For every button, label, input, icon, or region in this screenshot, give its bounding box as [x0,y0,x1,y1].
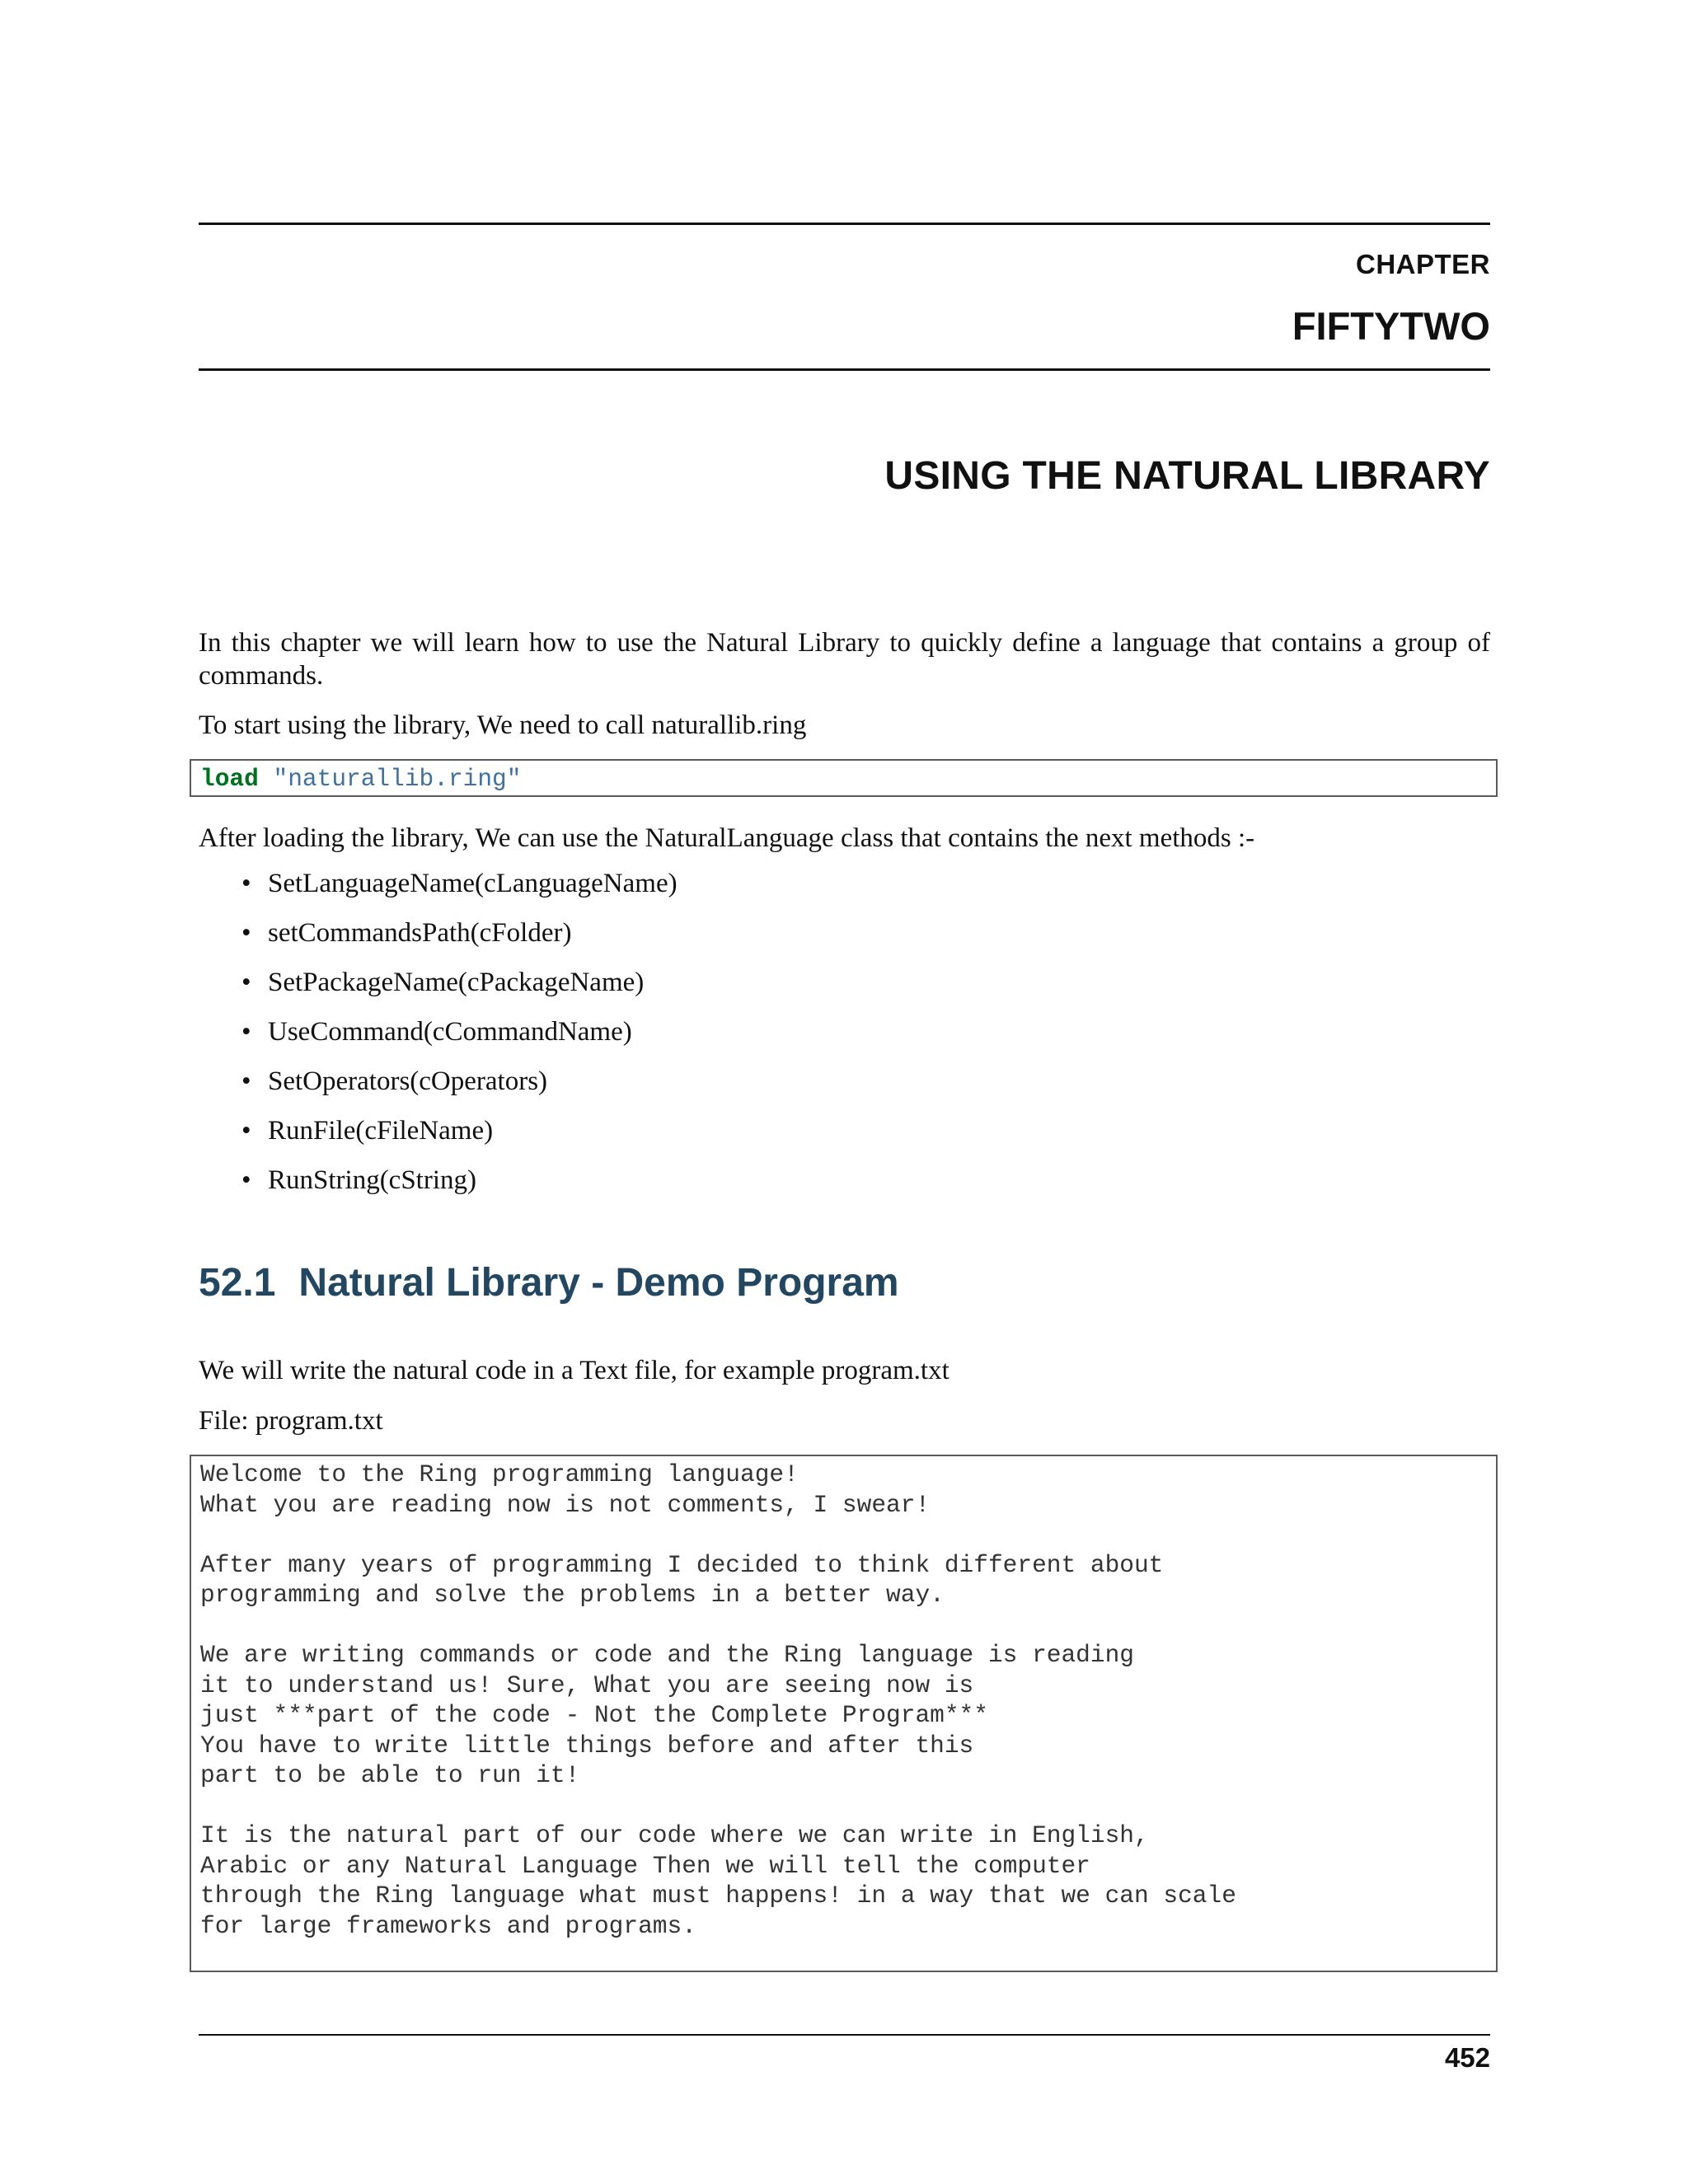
method-name: RunString(cString) [268,1165,476,1195]
program-text-block: Welcome to the Ring programming language! What you are reading now is not comments, I swear! After many years of programming I decided to think different about programming and solve the problems in a better way. We are writing commands or code and the Ring language is reading it to understand us! Sure, What you are seeing now is just ***part of the code - Not the Complete Program*** You have to write little things before and after this part to be able to run it! It is the natural part of our code where we can write in English, Arabic or any Natural Language Then we will tell the computer through the Ring language what must happens! in a way that we can scale for large frameworks and programs. [190,1455,1498,1972]
footer-rule [199,2034,1490,2036]
load-code-block [190,759,1498,797]
list-item [199,966,678,1015]
bullet-icon: • [241,918,251,948]
bullet-icon: • [241,1165,251,1195]
page-number: 452 [1444,2042,1490,2073]
section-heading [199,1260,899,1305]
list-item [199,1065,678,1114]
library-call-paragraph: To start using the library, We need to call naturallib.ring [199,710,807,740]
method-name: SetOperators(cOperators) [268,1066,548,1096]
section-number: 52.1 [199,1261,276,1305]
file-label: File: program.txt [199,1406,383,1436]
bullet-icon: • [241,1116,251,1146]
method-name: SetLanguageName(cLanguageName) [268,869,678,898]
chapter-bottom-rule [199,368,1490,371]
methods-intro: After loading the library, We can use the NaturalLanguage class that contains the next methods :- [199,823,1255,853]
chapter-top-rule [199,223,1490,225]
list-item [199,867,678,916]
code-keyword: load [200,765,259,793]
methods-list [199,867,678,1213]
intro-paragraph: In this chapter we will learn how to use the Natural Library to quickly define a language that contains a group of commands. [199,628,1490,691]
bullet-icon: • [241,1017,251,1047]
chapter-number: FIFTYTWO [1292,304,1490,348]
method-name: RunFile(cFileName) [268,1116,494,1146]
list-item [199,1015,678,1065]
list-item [199,1164,678,1213]
chapter-title: USING THE NATURAL LIBRARY [884,454,1490,498]
bullet-icon: • [241,869,251,898]
chapter-label: CHAPTER [1355,249,1490,279]
section-title: Natural Library - Demo Program [298,1261,899,1305]
list-item [199,1114,678,1164]
code-string: "naturallib.ring" [273,765,522,793]
method-name: setCommandsPath(cFolder) [268,918,572,948]
method-name: SetPackageName(cPackageName) [268,968,645,997]
bullet-icon: • [241,1066,251,1096]
bullet-icon: • [241,968,251,997]
list-item [199,916,678,966]
method-name: UseCommand(cCommandName) [268,1017,632,1047]
section-paragraph: We will write the natural code in a Text file, for example program.txt [199,1356,950,1385]
